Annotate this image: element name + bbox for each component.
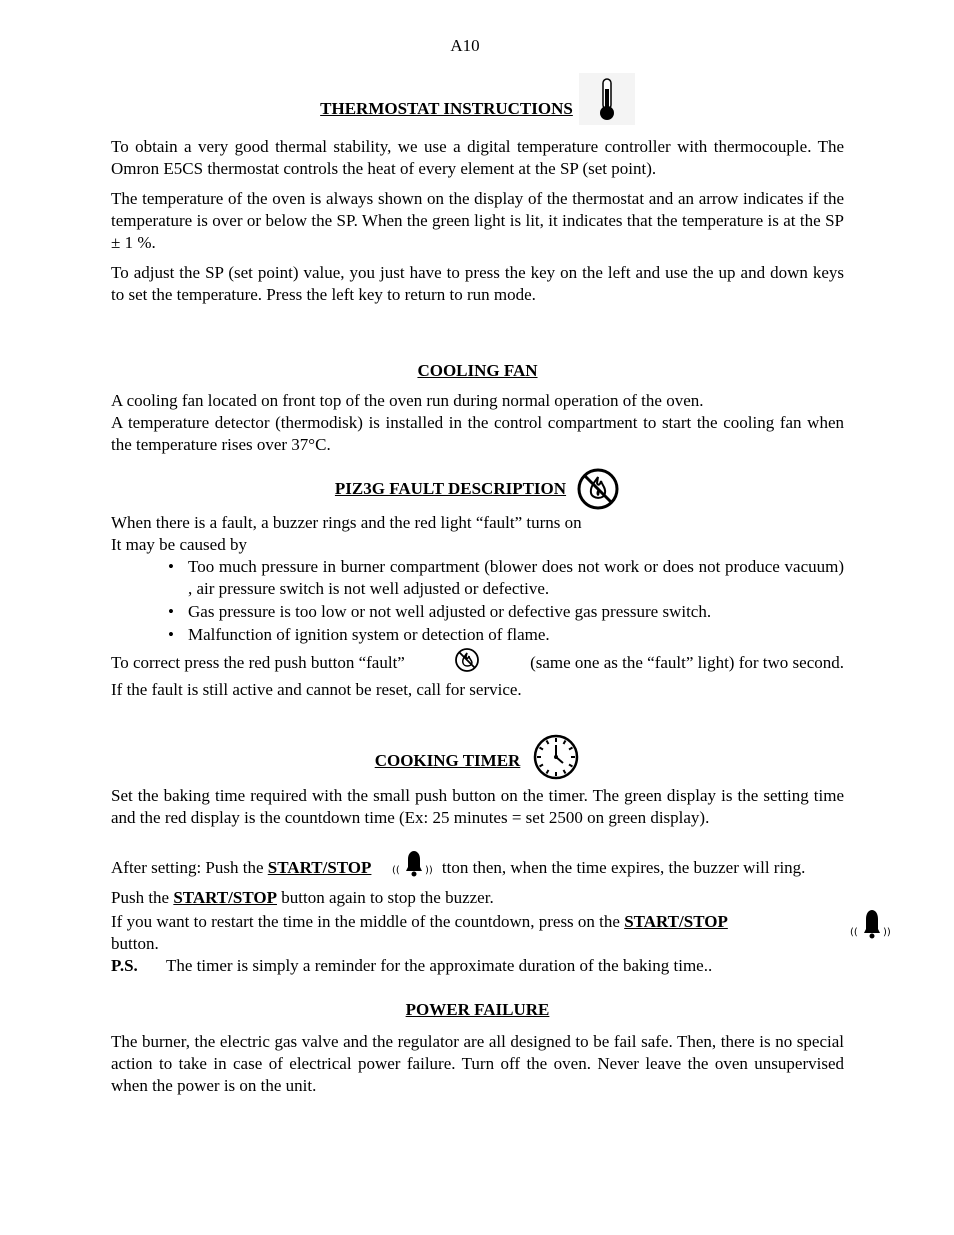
start-stop-label: START/STOP xyxy=(267,857,372,877)
cooling-fan-title: COOLING FAN xyxy=(417,361,538,380)
list-item: • Too much pressure in burner compartment (blower does not work or does not produce vacuum) , air pressure switch is not well adjusted or defective. xyxy=(188,556,844,600)
fault-intro-1: When there is a fault, a buzzer rings and the red light “fault” turns on xyxy=(111,513,582,532)
document-body xyxy=(111,70,891,1097)
start-stop-label: START/STOP xyxy=(173,888,277,907)
ps-label: P.S. xyxy=(111,956,138,975)
timer-restart-line xyxy=(111,911,891,938)
ps-text: The timer is simply a reminder for the approximate duration of the baking time.. xyxy=(166,956,713,975)
timer-heading-row xyxy=(111,731,844,783)
thermostat-title: THERMOSTAT INSTRUCTIONS xyxy=(320,99,573,118)
timer-push-tail: button again to stop the buzzer. xyxy=(281,888,494,907)
timer-restart-tail: button. xyxy=(111,934,159,953)
fault-heading-row xyxy=(111,466,844,512)
fault-still-active: If the fault is still active and cannot be reset, call for service. xyxy=(111,680,522,699)
thermostat-paragraph-3: To adjust the SP (set point) value, you just have to press the key on the left and use the up and down keys to set the temperature. Press the left key to return to run mode. xyxy=(111,263,844,304)
power-failure-title: POWER FAILURE xyxy=(405,1000,550,1019)
list-item: • Gas pressure is too low or not well adjusted or defective gas pressure switch. xyxy=(188,601,844,623)
fault-title: PIZ3G FAULT DESCRIPTION xyxy=(334,479,567,498)
timer-title: COOKING TIMER xyxy=(374,751,521,770)
timer-after-setting: After setting: Push the xyxy=(111,857,264,877)
timer-push-the: Push the xyxy=(111,888,170,907)
bell-icon xyxy=(392,847,436,883)
timer-paragraph-1: Set the baking time required with the small push button on the timer. The green display is the setting time and the red display is the countdown time (Ex: 25 minutes = set 2500 on green display). xyxy=(111,786,844,827)
thermostat-paragraph-1: To obtain a very good thermal stability, we use a digital temperature controller with thermocouple. The Omron E5CS thermostat controls the heat of every element at the SP (set point). xyxy=(111,137,844,178)
timer-restart-text: If you want to restart the time in the middle of the countdown, press on the xyxy=(111,912,620,931)
timer-after-setting-tail: tton then, when the time expires, the buzzer will ring. xyxy=(441,857,806,877)
fault-button-icon xyxy=(452,647,482,679)
start-stop-label: START/STOP xyxy=(624,912,728,931)
svg-text:((: (( xyxy=(391,865,400,876)
page-number: A10 xyxy=(450,36,480,55)
thermostat-paragraph-2: The temperature of the oven is always shown on the display of the thermostat and an arrow indicates if the temperature is over or below the SP. When the green light is lit, it indicates that the temperature is at the SP ± 1 %. xyxy=(111,189,844,252)
timer-ps-row xyxy=(111,955,844,977)
thermometer-icon xyxy=(579,73,635,125)
timer-push-line xyxy=(111,887,844,909)
svg-text:)): )) xyxy=(424,865,433,876)
fault-correct-after: (same one as the “fault” light) for two second. xyxy=(530,653,844,672)
clock-icon xyxy=(532,733,580,781)
power-failure-paragraph: The burner, the electric gas valve and the regulator are all designed to be fail safe. Then, there is no special action to take in case of electrical power failure. Turn off the oven. Never leave the oven unsupervised when the power is on the unit. xyxy=(111,1032,844,1095)
fault-correct-line xyxy=(111,647,844,679)
fault-correct-before: To correct press the red push button “fault” xyxy=(111,653,405,672)
svg-text:((: (( xyxy=(850,927,858,938)
svg-text:)): )) xyxy=(883,927,891,938)
cooling-fan-line-1: A cooling fan located on front top of the oven run during normal operation of the oven. xyxy=(111,391,704,410)
list-item: • Malfunction of ignition system or detection of flame. xyxy=(188,624,844,646)
fault-intro-2: It may be caused by xyxy=(111,535,247,554)
cooling-fan-line-2: A temperature detector (thermodisk) is installed in the control compartment to start the cooling fan when the temperature rises over 37°C. xyxy=(111,413,844,454)
timer-after-setting-line xyxy=(111,851,844,887)
fault-causes-list xyxy=(111,556,844,646)
thermostat-heading-row xyxy=(111,70,844,128)
bell-icon xyxy=(850,905,894,945)
no-flame-icon xyxy=(576,467,620,511)
